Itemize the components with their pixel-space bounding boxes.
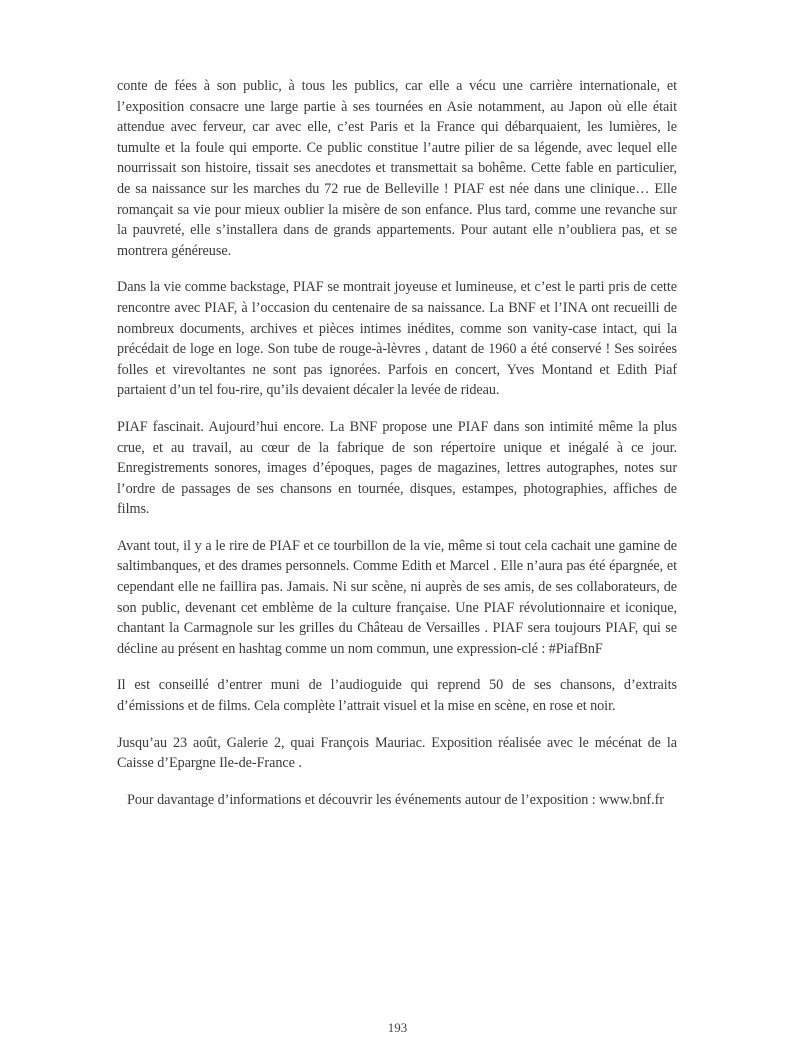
page-number: 193 bbox=[387, 1020, 408, 1035]
paragraph-fascination: PIAF fascinait. Aujourd’hui encore. La BNF propose une PIAF dans son intimité même la plus crue, et au travail, au cœur de la fabrique de son répertoire unique et inégalé à ce jour. Enregistrements sonores, images d’époques, pages de magazines, lettres autographes, notes sur l’ordre de passages de ses chansons en tournée, disques, estampes, photographies, affiches de films. bbox=[117, 418, 677, 518]
page-body bbox=[117, 76, 677, 826]
paragraph-backstage: Dans la vie comme backstage, PIAF se montrait joyeuse et lumineuse, et c’est le parti pris de cette rencontre avec PIAF, à l’occasion du centenaire de sa naissance. La BNF et l’INA ont recueilli de nombreux documents, archives et pièces intimes inédites, comme son vanity-case intact, qui la précédait de loge en loge. Son tube de rouge-à-lèvres , datant de 1960 a été conservé ! Ses soirées folles et virevoltantes ne sont pas ignorées. Parfois en concert, Yves Montand et Edith Piaf partaient d’un tel fou-rire, qu’ils devaient décaler la levée de rideau. bbox=[117, 279, 677, 399]
paragraph-fairytale-public: conte de fées à son public, à tous les publics, car elle a vécu une carrière internationale, et l’exposition consacre une large partie à ses tournées en Asie notamment, au Japon où elle était attendue avec ferveur, car avec elle, c’est Paris et la France qui débarquaient, les lumières, le tumulte et la foule qui emporte. Ce public constitue l’autre pilier de sa légende, avec lequel elle nourrissait son histoire, tissait ses anecdotes et transmettait sa bohême. Cette fable en particulier, de sa naissance sur les marches du 72 rue de Belleville ! PIAF est née dans une clinique… Elle romançait sa vie pour mieux oublier la misère de son enfance. Plus tard, comme une revanche sur la pauvreté, elle s’installera dans de grands appartements. Pour autant elle n’oubliera pas, et se montrera généreuse. bbox=[117, 78, 677, 259]
paragraph-dates-location: Jusqu’au 23 août, Galerie 2, quai François Mauriac. Exposition réalisée avec le mécénat de la Caisse d’Epargne Ile-de-France . bbox=[117, 734, 677, 772]
paragraph-laughter: Avant tout, il y a le rire de PIAF et ce tourbillon de la vie, même si tout cela cachait une gamine de saltimbanques, et des drames personnels. Comme Edith et Marcel . Elle n’aura pas été épargnée, et cependant elle ne faillira pas. Jamais. Ni sur scène, ni auprès de ses amis, de ses collaborateurs, de son public, devenant cet emblème de la culture française. Une PIAF révolutionnaire et iconique, chantant la Carmagnole sur les grilles du Château de Versailles . PIAF sera toujours PIAF, qui se décline au présent en hashtag comme un nom commun, une expression-clé : #PiafBnF bbox=[117, 537, 677, 657]
paragraph-more-info: Pour davantage d’informations et découvrir les événements autour de l’exposition : www.bnf.fr bbox=[127, 791, 664, 808]
paragraph-audioguide: Il est conseillé d’entrer muni de l’audioguide qui reprend 50 de ses chansons, d’extraits d’émissions et de films. Cela complète l’attrait visuel et la mise en scène, en rose et noir. bbox=[117, 677, 677, 715]
